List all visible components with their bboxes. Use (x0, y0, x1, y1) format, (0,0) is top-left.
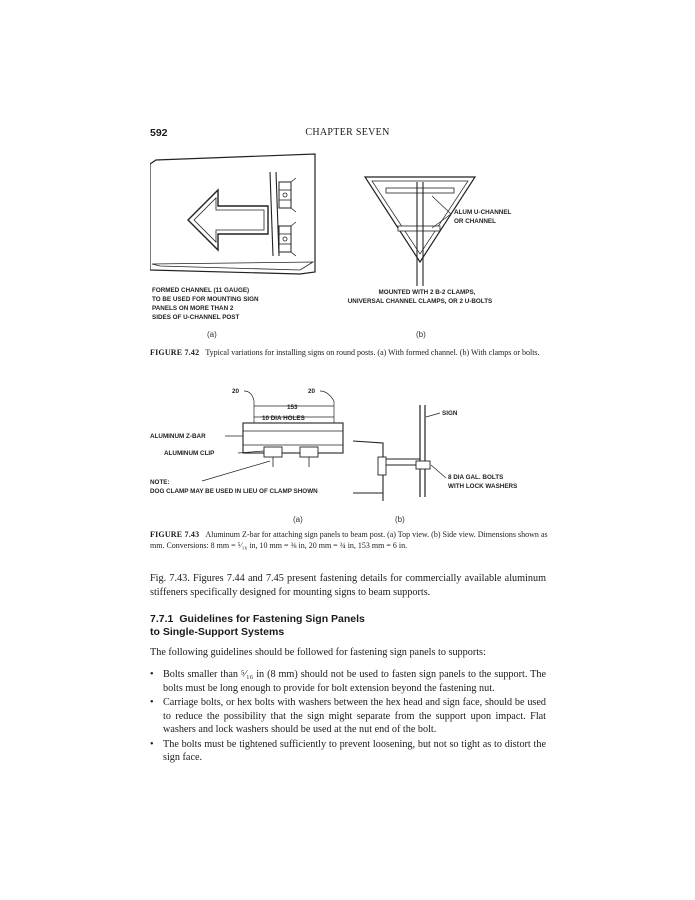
note-text: DOG CLAMP MAY BE USED IN LIEU OF CLAMP SHOWN (150, 488, 318, 495)
mount-line-2: UNIVERSAL CHANNEL CLAMPS, OR 2 U-BOLTS (347, 298, 493, 305)
figure-7-42-caption-label: FIGURE 7.42 (150, 348, 200, 357)
figure-7-43-drawing (150, 385, 550, 527)
panel-b-label: (b) (395, 515, 405, 524)
channel-label-line-2: OR CHANNEL (454, 218, 496, 225)
list-item (150, 668, 546, 695)
zbar-top-view (150, 388, 343, 524)
guideline-list (150, 668, 546, 766)
figure-7-42-drawing (150, 152, 550, 352)
channel-label-line-1: ALUM U-CHANNEL (454, 209, 512, 216)
figure-7-42-caption (150, 348, 548, 359)
bullet-glyph: • (150, 738, 154, 750)
running-head: CHAPTER SEVEN (305, 127, 390, 138)
figure-7-42 (150, 152, 550, 352)
section-heading-line-1 (150, 613, 546, 626)
page-number: 592 (150, 127, 168, 139)
list-item-text: Carriage bolts, or hex bolts with washers between the hex head and sign face, should be used to reduce the possibility that the sign might separate from the support upon impact. Flat washers and lock washers should be used at the nut end of the bolt. (163, 697, 546, 735)
figure-7-43-caption (150, 530, 548, 551)
list-item-text: Bolts smaller than ⁵⁄₁₆ in (8 mm) should not be used to fasten sign panels to the support. The bolts must be long enough to provide for bolt extension beyond the fastening nut. (163, 669, 546, 694)
bullet-glyph: • (150, 697, 154, 708)
zbar-label: ALUMINUM Z-BAR (150, 433, 206, 440)
arrow-sign-illustration (150, 154, 315, 339)
clip-label: ALUMINUM CLIP (164, 450, 215, 457)
zbar-side-view (353, 405, 517, 524)
mount-line-1: MOUNTED WITH 2 B-2 CLAMPS, (378, 289, 476, 296)
figure-7-43 (150, 385, 550, 527)
section-number: 7.7.1 (150, 613, 174, 625)
bullet-glyph: • (150, 669, 154, 680)
page-header (150, 127, 545, 141)
bolt-line-1: 8 DIA GAL. BOLTS (448, 474, 504, 481)
lead-paragraph: The following guidelines should be followed for fastening sign panels to supports: (150, 647, 486, 658)
figure-7-42-caption-text: Typical variations for installing signs on round posts. (a) With formed channel. (b) With clamps or bolts. (205, 348, 540, 357)
callout-line-2: TO BE USED FOR MOUNTING SIGN (152, 296, 259, 303)
figure-7-43-caption-text: Aluminum Z-bar for attaching sign panels to beam post. (a) Top view. (b) Side view. Dimensions shown as mm. Conversions: 8 mm = ⁵⁄₁₆ in, 10 mm = ⅜ in, 20 mm = ¾ in, 153 mm = 6 in. (150, 530, 548, 550)
list-item-text: The bolts must be tightened sufficiently to prevent loosening, but not so tight as to distort the sign face. (163, 738, 546, 763)
callout-line-3: PANELS ON MORE THAN 2 (152, 305, 234, 312)
panel-a-label: (a) (207, 330, 217, 339)
dim-left-label: 20 (232, 388, 240, 395)
section-heading (150, 613, 546, 638)
panel-a-label: (a) (293, 515, 303, 524)
callout-line-1: FORMED CHANNEL (11 GAUGE) (152, 287, 250, 294)
holes-label: 10 DIA HOLES (262, 415, 305, 422)
bolt-line-2: WITH LOCK WASHERS (448, 483, 518, 490)
panel-b-label: (b) (416, 330, 426, 339)
dim-span-label: 153 (287, 404, 298, 411)
list-item (150, 738, 546, 765)
figure-7-43-caption-label: FIGURE 7.43 (150, 530, 200, 539)
note-title: NOTE: (150, 479, 170, 486)
section-title-line-1: Guidelines for Fastening Sign Panels (179, 613, 365, 625)
intro-paragraph: Fig. 7.43. Figures 7.44 and 7.45 present fastening details for commercially available aluminum stiffeners specifically designed for mounting signs to beam supports. (150, 573, 546, 598)
dim-right-label: 20 (308, 388, 316, 395)
callout-line-4: SIDES OF U-CHANNEL POST (152, 314, 240, 321)
sign-label: SIGN (442, 410, 458, 417)
triangle-sign-illustration (348, 177, 512, 339)
list-item (150, 696, 546, 737)
section-title-line-2: to Single-Support Systems (150, 625, 285, 638)
